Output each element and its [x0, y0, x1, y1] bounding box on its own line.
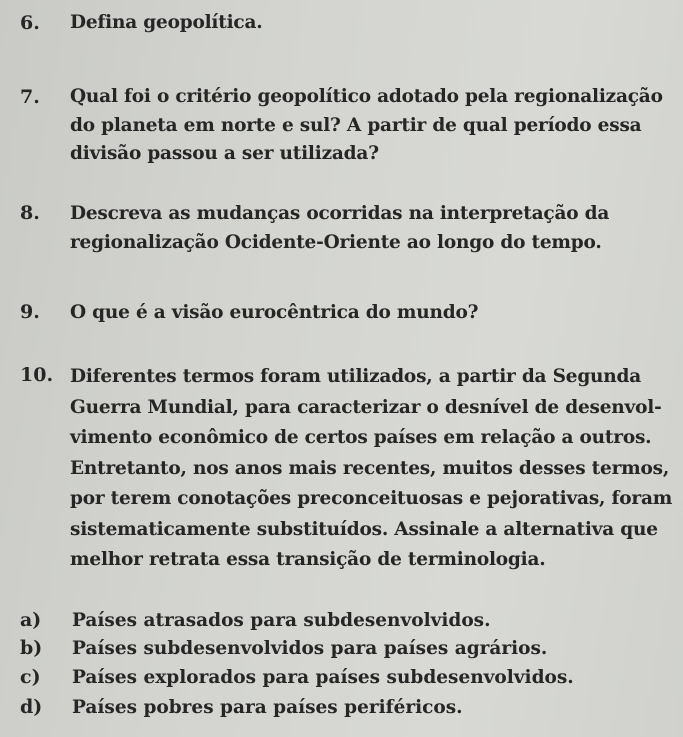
question-line: Diferentes termos foram utilizados, a partir da Segunda: [70, 366, 642, 387]
question-line: do planeta em norte e sul? A partir de qual período essa: [70, 114, 642, 136]
option-text: Países pobres para países periféricos.: [72, 697, 463, 718]
question-number: 10.: [20, 364, 54, 386]
question-number: 6.: [20, 12, 40, 34]
option-a: [0, 607, 683, 634]
question-line: melhor retrata essa transição de terminologia.: [70, 549, 546, 570]
question-line: Guerra Mundial, para caracterizar o desnível de desenvol-: [70, 396, 662, 418]
question-number: 7.: [20, 86, 40, 108]
option-letter: a): [20, 609, 42, 631]
option-text: Países subdesenvolvidos para países agrários.: [72, 638, 548, 659]
option-d: [0, 694, 683, 721]
question-line: Defina geopolítica.: [70, 12, 263, 33]
question-line: por terem conotações preconceituosas e pejorativas, foram: [70, 488, 673, 509]
question-line: Descreva as mudanças ocorridas na interpretação da: [70, 203, 610, 224]
question-line: regionalização Ocidente-Oriente ao longo do tempo.: [70, 231, 602, 253]
question-line: sistematicamente substituídos. Assinale a alternativa que: [70, 518, 658, 540]
question-text: [70, 299, 674, 328]
option-letter: b): [20, 637, 43, 659]
question-line: divisão passou a ser utilizada?: [70, 143, 379, 164]
question-text: [70, 83, 674, 169]
question-line: O que é a visão eurocêntrica do mundo?: [70, 302, 479, 323]
option-c: [0, 664, 683, 691]
question-line: vimento econômico de certos países em relação a outros.: [70, 427, 652, 448]
question-number: 8.: [20, 202, 40, 224]
question-line: Qual foi o critério geopolítico adotado pela regionalização: [70, 86, 663, 107]
question-number: 9.: [20, 301, 40, 323]
question-text: [70, 9, 674, 38]
option-letter: d): [20, 696, 43, 718]
option-letter: c): [20, 666, 41, 688]
question-text: [70, 362, 674, 576]
question-text: [70, 200, 674, 257]
question-line: Entretanto, nos anos mais recentes, muitos desses termos,: [70, 457, 670, 479]
option-b: [0, 635, 683, 662]
option-text: Países atrasados para subdesenvolvidos.: [72, 610, 491, 631]
option-text: Países explorados para países subdesenvolvidos.: [72, 667, 574, 688]
